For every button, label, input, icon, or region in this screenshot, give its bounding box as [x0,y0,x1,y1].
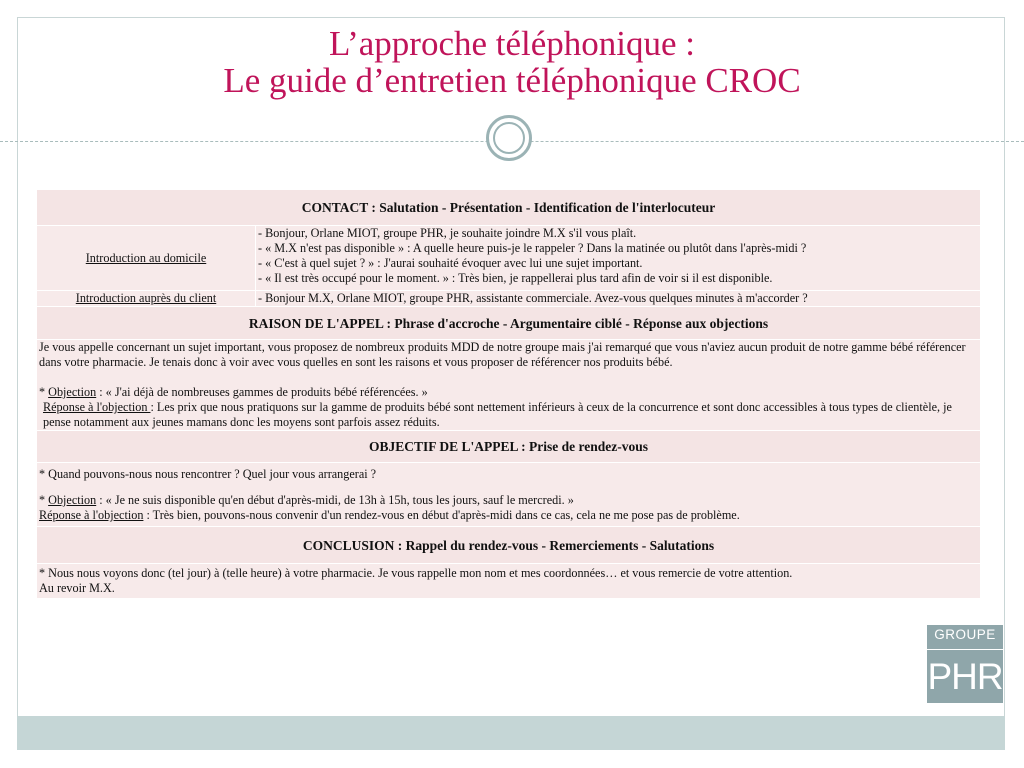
objectif-question: * Quand pouvons-nous nous rencontrer ? Quel jour vous arrangerai ? [39,467,377,481]
contact-heading: CONTACT : Salutation - Présentation - Identification de l'interlocuteur [37,190,981,226]
bullet: * [39,385,49,399]
objectif-body [37,463,981,527]
conclusion-line: * Nous nous voyons donc (tel jour) à (telle heure) à votre pharmacie. Je vous rappelle mon nom et mes coordonnées… et vous remercie de votre attention. [39,566,793,580]
domicile-row [37,226,981,291]
domicile-text [256,226,981,291]
objectif-heading: OBJECTIF DE L'APPEL : Prise de rendez-vous [37,431,981,463]
title-line-1: L’approche téléphonique : [328,24,696,63]
raison-heading: RAISON DE L'APPEL : Phrase d'accroche - Argumentaire ciblé - Réponse aux objections [37,307,981,340]
title-line-2: Le guide d’entretien téléphonique CROC [223,61,801,100]
raison-paragraph: Je vous appelle concernant un sujet important, vous proposez de nombreux produits MDD de notre groupe mais j'ai remarqué que vous n'aviez aucun produit de notre gamme bébé référencer dans votre pharmacie. Je tenais donc à voir avec vous quelles en sont les raisons et vous proposer de référencer nos produits bébé. [39,340,966,369]
conclusion-body [37,564,981,599]
objectif-body-row [37,463,981,527]
client-label: Introduction auprès du client [37,291,256,307]
footer-band [17,716,1005,750]
reponse-label: Réponse à l'objection [39,508,144,522]
client-row [37,291,981,307]
logo-top-text: GROUPE [934,627,996,642]
bullet: * [39,493,49,507]
croc-guide-table [36,189,981,599]
objection-text: : « J'ai déjà de nombreuses gammes de produits bébé référencées. » [96,385,428,399]
domicile-line: - « Il est très occupé pour le moment. » : Très bien, je rappellerai plus tard afin de voir si il est disponible. [258,271,773,285]
raison-objection [39,385,978,400]
domicile-line: - « C'est à quel sujet ? » : J'aurai souhaité évoquer avec lui une sujet important. [258,256,643,270]
objection-label: Objection [48,493,97,507]
domicile-line: - Bonjour, Orlane MIOT, groupe PHR, je souhaite joindre M.X s'il vous plaît. [258,226,637,240]
conclusion-heading: CONCLUSION : Rappel du rendez-vous - Remerciements - Salutations [37,527,981,564]
raison-body-row [37,340,981,431]
conclusion-heading-row [37,527,981,564]
contact-heading-row [37,190,981,226]
groupe-phr-logo [927,625,1003,703]
logo-divider [927,649,1003,650]
domicile-label: Introduction au domicile [37,226,256,291]
ring-ornament-icon [486,115,532,161]
raison-reponse [39,400,978,430]
objection-text: : « Je ne suis disponible qu'en début d'après-midi, de 13h à 15h, tous les jours, sauf le mercredi. » [96,493,574,507]
raison-heading-row [37,307,981,340]
slide-title [0,25,1024,99]
raison-body [37,340,981,431]
reponse-label: Réponse à l'objection [43,400,151,414]
reponse-text: : Les prix que nous pratiquons sur la gamme de produits bébé sont nettement inférieurs à ceux de la concurrence et sont donc accessibles à tous types de clientèle, je pense notamment aux jeunes mamans donc les moyens sont parfois assez réduits. [43,400,952,429]
conclusion-line: Au revoir M.X. [39,581,115,595]
objectif-reponse [39,508,978,523]
objectif-objection [39,493,978,508]
objection-label: Objection [48,385,97,399]
reponse-text: : Très bien, pouvons-nous convenir d'un rendez-vous en début d'après-midi dans ce cas, cela ne me pose pas de problème. [143,508,740,522]
client-text: - Bonjour M.X, Orlane MIOT, groupe PHR, assistante commerciale. Avez-vous quelques minutes à m'accorder ? [256,291,981,307]
objectif-heading-row [37,431,981,463]
logo-bottom-text: PHR [927,656,1003,697]
conclusion-body-row [37,564,981,599]
domicile-line: - « M.X n'est pas disponible » : A quelle heure puis-je le rappeler ? Dans la matinée ou plutôt dans l'après-midi ? [258,241,807,255]
